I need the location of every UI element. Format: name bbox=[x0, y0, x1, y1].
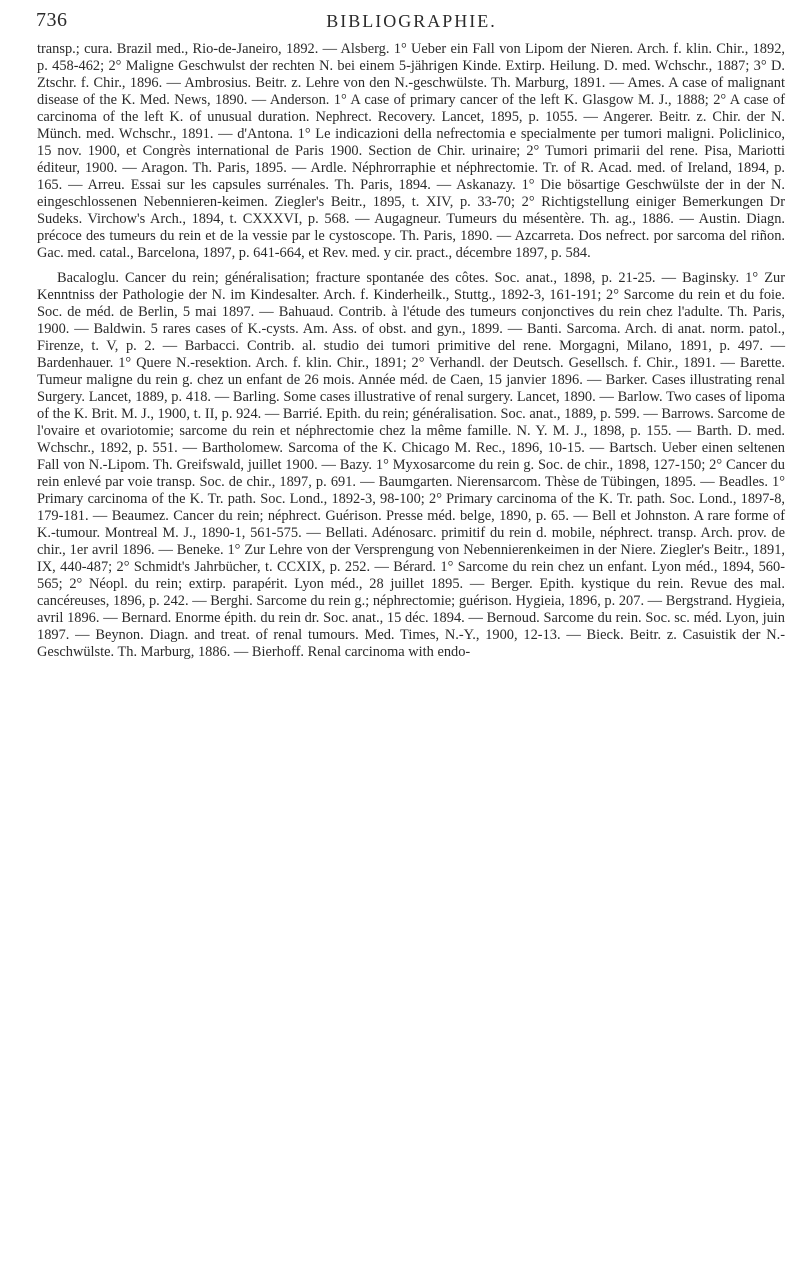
page-header bbox=[36, 9, 787, 33]
running-title: BIBLIOGRAPHIE. bbox=[326, 11, 497, 31]
bibliography-body bbox=[37, 41, 785, 661]
page-number: 736 bbox=[36, 9, 68, 31]
bibliography-paragraph-b: Bacaloglu. Cancer du rein; généralisation; fracture spontanée des côtes. Soc. anat., 1898, p. 21-25. — Baginsky. 1° Zur Kenntniss der Pathologie der N. im Kindesalter. Arch. f. Kinderheilk., Stuttg., 1892-3, 161-191; 2° Sarcome du rein et du foie. Soc. de méd. de Berlin, 5 mai 1897. — Bahuaud. Contrib. à l'étude des tumeurs conjonctives du rein chez l'adulte. Th. Paris, 1900. — Baldwin. 5 rares cases of K.-cysts. Am. Ass. of obst. and gyn., 1899. — Banti. Sarcoma. Arch. di anat. norm. patol., Firenze, t. V, p. 2. — Barbacci. Contrib. al. studio dei tumori primitive del rene. Morgagni, Milano, 1891, p. 497. — Bardenhauer. 1° Quere N.-resektion. Arch. f. klin. Chir., 1891; 2° Verhandl. der Deutsch. Gesellsch. f. Chir., 1891. — Barette. Tumeur maligne du rein g. chez un enfant de 26 mois. Année méd. de Caen, 15 janvier 1896. — Barker. Cases illustrating renal Surgery. Lancet, 1889, p. 418. — Barling. Some cases illustrative of renal surgery. Lancet, 1890. — Barlow. Two cases of lipoma of the K. Brit. M. J., 1900, t. II, p. 924. — Barrié. Epith. du rein; généralisation. Soc. anat., 1889, p. 599. — Barrows. Sarcome de l'ovaire et ovariotomie; sarcome du rein et néphrectomie chez la même famille. N. Y. M. J., 1898, p. 155. — Barth. D. med. Wchschr., 1892, p. 551. — Bartholomew. Sarcoma of the K. Chicago M. Rec., 1896, 10-15. — Bartsch. Ueber einen seltenen Fall von N.-Lipom. Th. Greifswald, juillet 1900. — Bazy. 1° Myxosarcome du rein g. Soc. de chir., 1898, 127-150; 2° Cancer du rein enlevé par voie transp. Soc. de chir., 1897, p. 691. — Baumgarten. Nierensarcom. Thèse de Tübingen, 1895. — Beadles. 1° Primary carcinoma of the K. Tr. path. Soc. Lond., 1892-3, 98-100; 2° Primary carcinoma of the K. Tr. path. Soc. Lond., 1897-8, 179-181. — Beaumez. Cancer du rein; néphrect. Guérison. Presse méd. belge, 1890, p. 65. — Bell et Johnston. A rare forme of K.-tumour. Montreal M. J., 1890-1, 561-575. — Bellati. Adénosarc. primitif du rein d. mobile, néphrect. transp. Arch. prov. de chir., 1er avril 1896. — Beneke. 1° Zur Lehre von der Versprengung von Nebennierenkeimen in der Niere. Ziegler's Beitr., 1891, IX, 440-487; 2° Schmidt's Jahrbücher, t. CCXIX, p. 252. — Bérard. 1° Sarcome du rein chez un enfant. Lyon méd., 1894, 560-565; 2° Néopl. du rein; extirp. parapérit. Lyon méd., 28 juillet 1895. — Berger. Epith. kystique du rein. Revue des mal. cancéreuses, 1896, p. 242. — Berghi. Sarcome du rein g.; néphrectomie; guérison. Hygieia, 1896, p. 207. — Bergstrand. Hygieia, avril 1896. — Bernard. Enorme épith. du rein dr. Soc. anat., 15 déc. 1894. — Bernoud. Sarcome du rein. Soc. sc. méd. Lyon, juin 1897. — Beynon. Diagn. and treat. of renal tumours. Med. Times, N.-Y., 1900, 12-13. — Bieck. Beitr. z. Casuistik der N.-Geschwülste. Th. Marburg, 1886. — Bierhoff. Renal carcinoma with endo- bbox=[37, 270, 785, 660]
bibliography-paragraph-a: transp.; cura. Brazil med., Rio-de-Janeiro, 1892. — Alsberg. 1° Ueber ein Fall von Lipom der Nieren. Arch. f. klin. Chir., 1892, p. 458-462; 2° Maligne Geschwulst der rechten N. bei einem 5-jährigen Kinde. Extirp. Heilung. D. med. Wchschr., 1887; 3° D. Ztschr. f. Chir., 1896. — Ambrosius. Beitr. z. Lehre von den N.-geschwülste. Th. Marburg, 1891. — Ames. A case of malignant disease of the K. Med. News, 1890. — Anderson. 1° A case of primary cancer of the left K. Glasgow M. J., 1888; 2° A case of carcinoma of the left K. of unusual duration. Nephrect. Recovery. Lancet, 1895, p. 1055. — Angerer. Beitr. z. Chir. der N. Münch. med. Wchschr., 1891. — d'Antona. 1° Le indicazioni della nefrectomia e specialmente per tumori maligni. Policlinico, 15 nov. 1900, et Congrès international de Paris 1900. Section de Chir. urinaire; 2° Tumori primarii del rene. Pisa, Mariotti éditeur, 1900. — Aragon. Th. Paris, 1895. — Ardle. Néphrorraphie et néphrectomie. Tr. of R. Acad. med. of Ireland, 1894, p. 165. — Arreu. Essai sur les capsules surrénales. Th. Paris, 1894. — Askanazy. 1° Die bösartige Geschwülste der in der N. eingeschlossenen Nebennieren-keimen. Ziegler's Beitr., 1895, t. XIV, p. 33-70; 2° Richtigstellung einiger Bemerkungen Dr Sudeks. Virchow's Arch., 1894, t. CXXXVI, p. 568. — Augagneur. Tumeurs du mésentère. Th. ag., 1886. — Austin. Diagn. précoce des tumeurs du rein et de la vessie par le cystoscope. Th. Paris, 1890. — Azcarreta. Dos nefrect. por sarcoma del riñon. Gac. med. catal., Barcelona, 1897, p. 641-664, et Rev. med. y cir. pract., décembre 1897, p. 584. bbox=[37, 41, 785, 261]
